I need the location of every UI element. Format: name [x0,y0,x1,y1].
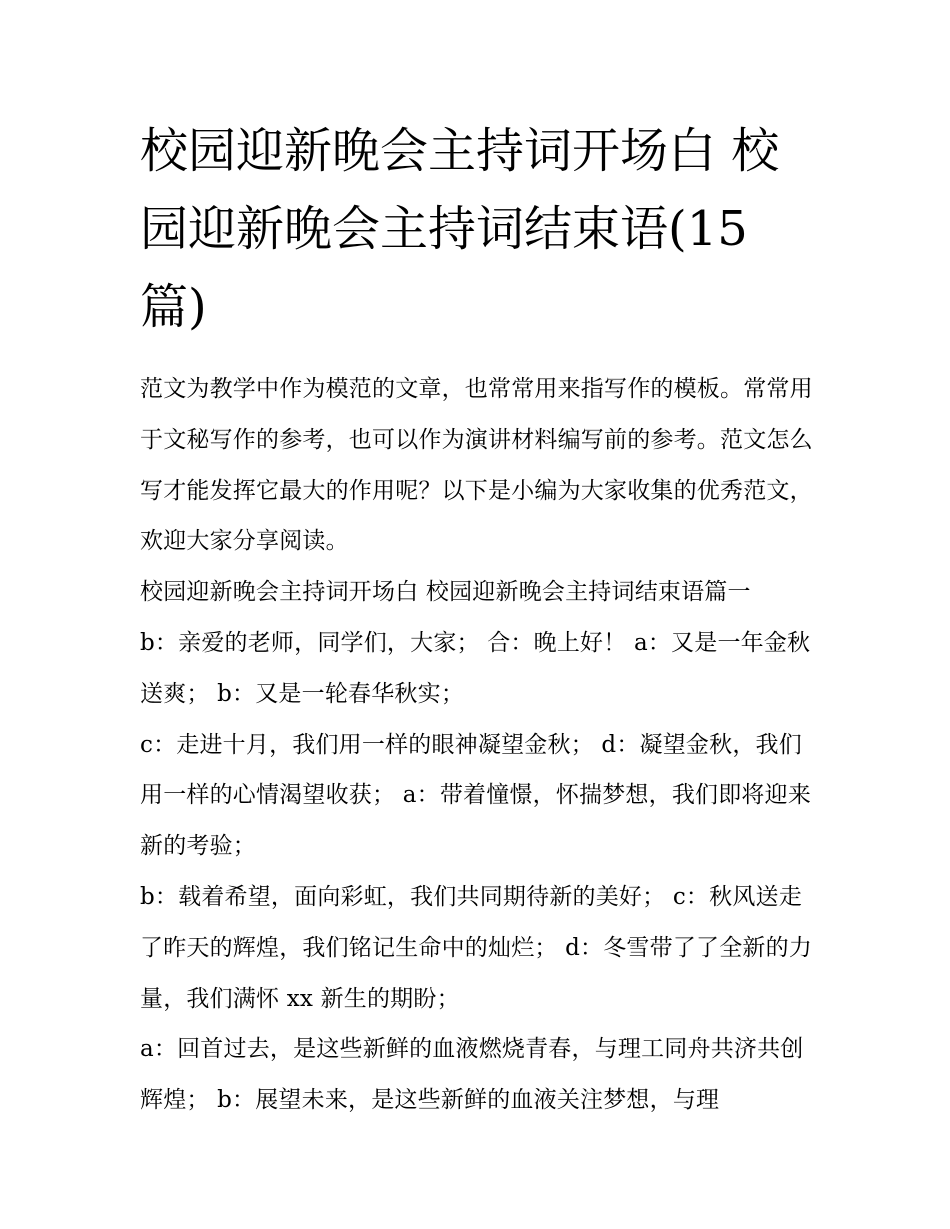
document-body [140,364,820,1126]
body-paragraph: b：载着希望，面向彩虹，我们共同期待新的美好； c：秋风送走了昨天的辉煌，我们铭记生命中的灿烂； d：冬雪带了了全新的力量，我们满怀 xx 新生的期盼； [140,883,813,1012]
section-heading: 校园迎新晚会主持词开场白 校园迎新晚会主持词结束语篇一 [140,579,751,606]
document-title [140,112,820,346]
title-line-1: 校园迎新晚会主持词开场白 校 [140,123,780,179]
title-line-2: 园迎新晚会主持词结束语(15 [140,201,748,257]
document-page [140,112,820,1126]
title-line-3: 篇) [140,279,207,335]
body-paragraph: b：亲爱的老师，同学们，大家； 合：晚上好！ a：又是一年金秋送爽； b：又是一轮春华秋实； [140,629,811,707]
intro-paragraph: 范文为教学中作为模范的文章，也常常用来指写作的模板。常常用于文秘写作的参考，也可以作为演讲材料编写前的参考。范文怎么写才能发挥它最大的作用呢？以下是小编为大家收集的优秀范文，欢迎大家分享阅读。 [140,376,813,555]
body-paragraph: c：走进十月，我们用一样的眼神凝望金秋； d：凝望金秋，我们用一样的心情渴望收获； a：带着憧憬，怀揣梦想，我们即将迎来新的考验； [140,731,812,860]
body-paragraph: a：回首过去，是这些新鲜的血液燃烧青春，与理工同舟共济共创辉煌； b：展望未来，是这些新鲜的血液关注梦想，与理 [140,1036,804,1114]
